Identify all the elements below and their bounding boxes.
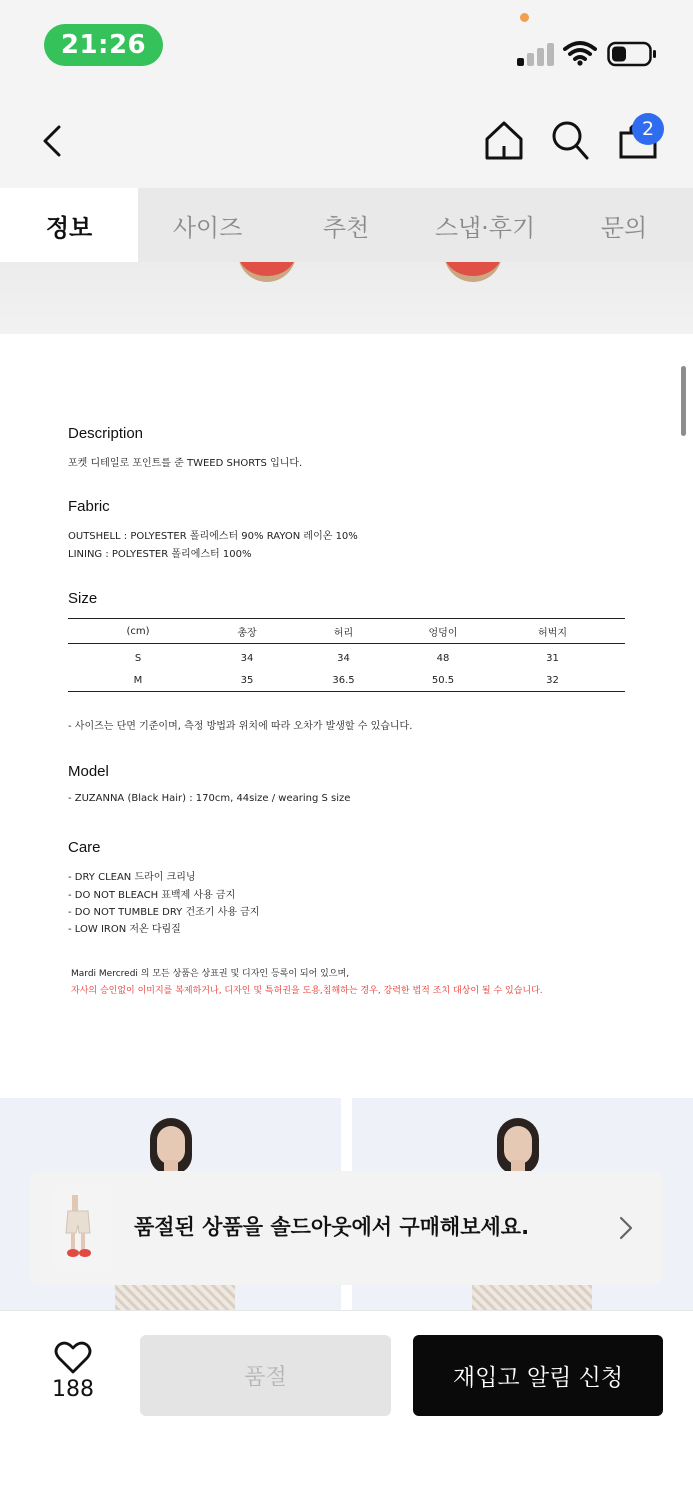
table-row [68,647,625,669]
description-title: Description [68,425,144,442]
status-bar [0,0,693,88]
size-cell: 34 [240,652,254,664]
chevron-right-icon [618,1215,634,1241]
size-header-cell: (cm) [126,625,150,637]
model-text: - ZUZANNA (Black Hair) : 170cm, 44size / wearing S size [68,793,351,804]
red-shoe-right [444,262,502,282]
size-note: - 사이즈는 단면 기준이며, 측정 방법과 위치에 따라 오차가 발생할 수 있습니다. [68,721,413,732]
bottom-action-bar [0,1310,693,1500]
size-title: Size [68,590,98,607]
size-table-header [68,619,625,644]
tab-snap-review[interactable]: 스냅·후기 [434,213,536,242]
description-text: 포켓 디테일로 포인트를 준 TWEED SHORTS 입니다. [68,458,303,469]
shorts-outfit-icon [52,1191,112,1265]
app-header [0,88,693,188]
copyright-warning: 자사의 승인없이 이미지를 복제하거나, 디자인 및 특허권을 도용,침해하는 경우, 강력한 법적 조치 대상이 될 수 있습니다. [71,986,543,996]
size-cell: 36.5 [332,674,355,686]
care-line: - LOW IRON 저온 다림질 [68,924,181,935]
model-face [504,1126,532,1164]
fabric-line: OUTSHELL : POLYESTER 폴리에스터 90% RAYON 레이온 10% [68,531,358,542]
back-icon[interactable] [40,124,64,158]
size-header-cell: 허벅지 [538,627,567,639]
soldout-button[interactable]: 품절 [140,1335,391,1416]
size-header-cell: 총장 [237,627,257,639]
cellular-signal-icon [517,42,555,66]
size-cell: 50.5 [431,674,455,686]
model-face [157,1126,185,1164]
battery-icon [607,41,657,67]
tab-recommend[interactable]: 추천 [322,213,370,242]
size-table [68,618,625,692]
table-row [68,669,625,691]
tab-inquiry[interactable]: 문의 [600,213,648,242]
size-cell: 31 [546,652,559,664]
banner-text: 품절된 상품을 솔드아웃에서 구매해보세요. [134,1215,530,1239]
tab-info[interactable]: 정보 [0,188,138,262]
product-tab-bar [0,188,693,262]
search-icon[interactable] [550,119,590,161]
size-cell: 32 [546,674,559,686]
red-shoe-left [238,262,296,282]
restock-alert-button[interactable]: 재입고 알림 신청 [413,1335,663,1416]
care-line: - DO NOT BLEACH 표백제 사용 금지 [68,890,236,901]
care-line: - DO NOT TUMBLE DRY 건조기 사용 금지 [68,907,260,918]
tab-size[interactable]: 사이즈 [172,213,243,242]
like-count: 188 [52,1377,94,1402]
camera-indicator-icon [520,13,529,22]
size-cell: S [134,652,142,664]
size-cell: M [133,674,143,686]
size-header-cell: 허리 [333,627,354,639]
product-image-shoes [0,262,693,334]
scroll-indicator[interactable] [681,366,686,436]
size-cell: 35 [240,674,254,686]
home-icon[interactable] [484,120,524,160]
care-line: - DRY CLEAN 드라이 크리닝 [68,872,196,883]
size-cell: 48 [436,652,450,664]
banner-product-thumbnail [52,1191,112,1265]
size-cell: 34 [337,652,350,664]
copyright-notice: Mardi Mercredi 의 모든 상품은 상표권 및 디자인 등록이 되어 있으며, [71,969,350,979]
status-time: 21:26 [44,24,163,66]
fabric-line: LINING : POLYESTER 폴리에스터 100% [68,549,252,560]
care-title: Care [68,839,101,856]
like-button[interactable] [40,1337,106,1402]
soldout-market-banner[interactable] [30,1171,663,1285]
wifi-icon [563,40,597,66]
cart-count-badge: 2 [632,113,664,145]
size-header-cell: 엉덩이 [428,627,458,639]
model-title: Model [68,763,109,780]
fabric-title: Fabric [68,498,110,515]
heart-icon [54,1341,92,1375]
